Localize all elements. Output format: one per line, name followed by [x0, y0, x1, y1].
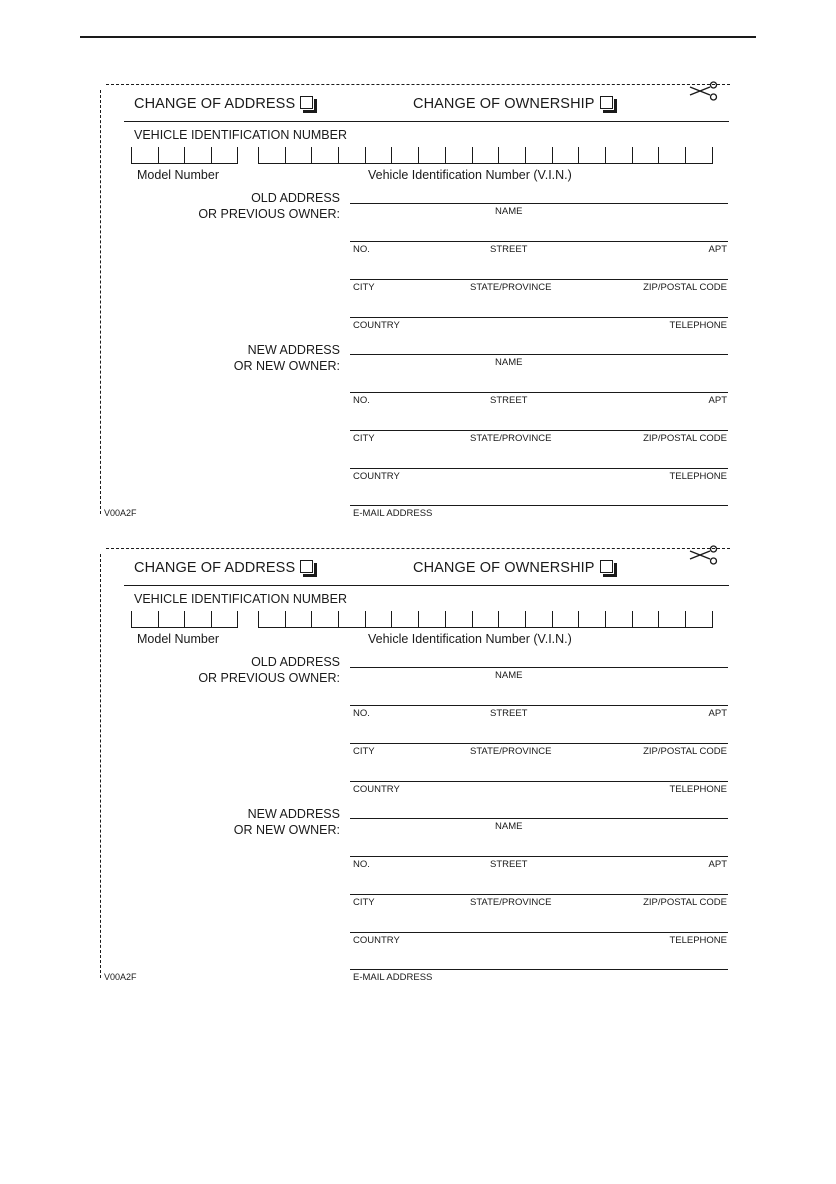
old-address-label-line2: OR PREVIOUS OWNER:	[198, 207, 340, 221]
model-number-box[interactable]	[159, 147, 186, 163]
old-street-line[interactable]	[350, 241, 728, 256]
change-of-ownership-checkbox[interactable]	[600, 96, 613, 109]
email-line[interactable]	[350, 505, 728, 520]
vin-box[interactable]	[446, 147, 473, 163]
new-address-label-line1: NEW ADDRESS	[247, 807, 340, 821]
no-caption: NO.	[353, 859, 370, 870]
vin-box[interactable]	[526, 147, 553, 163]
vin-box[interactable]	[286, 147, 313, 163]
cut-line-top	[106, 548, 730, 549]
vin-box[interactable]	[286, 611, 313, 627]
zip-caption: ZIP/POSTAL CODE	[643, 897, 727, 908]
old-address-label-line2: OR PREVIOUS OWNER:	[198, 671, 340, 685]
email-caption: E-MAIL ADDRESS	[353, 972, 433, 983]
change-of-address-checkbox[interactable]	[300, 560, 313, 573]
model-number-boxes[interactable]	[131, 147, 238, 164]
address-change-card-1	[100, 84, 730, 522]
change-of-address-label: CHANGE OF ADDRESS	[134, 560, 296, 576]
new-address-label	[234, 342, 340, 374]
vin-box[interactable]	[659, 147, 686, 163]
country-caption: COUNTRY	[353, 320, 400, 331]
model-number-box[interactable]	[132, 611, 159, 627]
city-caption: CITY	[353, 282, 375, 293]
vin-section-title: VEHICLE IDENTIFICATION NUMBER	[134, 592, 347, 606]
vin-box[interactable]	[686, 611, 713, 627]
change-of-ownership-checkbox[interactable]	[600, 560, 613, 573]
email-line[interactable]	[350, 969, 728, 984]
vin-box[interactable]	[419, 147, 446, 163]
vin-box[interactable]	[339, 147, 366, 163]
model-number-box[interactable]	[185, 611, 212, 627]
old-street-line[interactable]	[350, 705, 728, 720]
vin-box[interactable]	[633, 147, 660, 163]
vin-caption: Vehicle Identification Number (V.I.N.)	[368, 168, 572, 182]
telephone-caption: TELEPHONE	[669, 935, 727, 946]
vin-box[interactable]	[553, 611, 580, 627]
email-caption: E-MAIL ADDRESS	[353, 508, 433, 519]
cut-line-left	[100, 90, 101, 514]
cut-line-left	[100, 554, 101, 978]
vin-box[interactable]	[259, 147, 286, 163]
vin-box[interactable]	[473, 611, 500, 627]
state-caption: STATE/PROVINCE	[470, 897, 552, 908]
street-caption: STREET	[490, 244, 528, 255]
vin-box[interactable]	[259, 611, 286, 627]
form-code: V00A2F	[104, 508, 137, 518]
apt-caption: APT	[708, 395, 727, 406]
no-caption: NO.	[353, 395, 370, 406]
new-name-line[interactable]	[350, 354, 728, 369]
change-of-ownership-label: CHANGE OF OWNERSHIP	[413, 560, 595, 576]
model-number-boxes[interactable]	[131, 611, 238, 628]
vin-box[interactable]	[312, 611, 339, 627]
old-address-label	[198, 190, 340, 222]
new-address-label-line2: OR NEW OWNER:	[233, 823, 340, 837]
zip-caption: ZIP/POSTAL CODE	[643, 433, 727, 444]
model-number-box[interactable]	[132, 147, 159, 163]
vin-box[interactable]	[499, 611, 526, 627]
telephone-caption: TELEPHONE	[669, 320, 727, 331]
vin-box[interactable]	[579, 611, 606, 627]
zip-caption: ZIP/POSTAL CODE	[643, 282, 727, 293]
vin-box[interactable]	[633, 611, 660, 627]
change-of-ownership-option[interactable]	[413, 96, 613, 112]
header-rule	[124, 585, 729, 586]
vin-box[interactable]	[526, 611, 553, 627]
vin-boxes[interactable]	[258, 611, 713, 628]
vin-box[interactable]	[392, 147, 419, 163]
state-caption: STATE/PROVINCE	[470, 282, 552, 293]
apt-caption: APT	[708, 244, 727, 255]
model-number-caption: Model Number	[137, 632, 219, 646]
vin-box[interactable]	[606, 147, 633, 163]
change-of-address-label: CHANGE OF ADDRESS	[134, 96, 296, 112]
new-country-line[interactable]	[350, 468, 728, 483]
vin-box[interactable]	[686, 147, 713, 163]
old-address-label-line1: OLD ADDRESS	[251, 191, 340, 205]
old-name-line[interactable]	[350, 667, 728, 682]
new-address-label	[234, 806, 340, 838]
change-of-ownership-label: CHANGE OF OWNERSHIP	[413, 96, 595, 112]
old-country-line[interactable]	[350, 781, 728, 796]
vin-caption: Vehicle Identification Number (V.I.N.)	[368, 632, 572, 646]
street-caption: STREET	[490, 708, 528, 719]
model-number-caption: Model Number	[137, 168, 219, 182]
street-caption: STREET	[490, 395, 528, 406]
old-address-label-line1: OLD ADDRESS	[251, 655, 340, 669]
new-street-line[interactable]	[350, 856, 728, 871]
cut-line-top	[106, 84, 730, 85]
no-caption: NO.	[353, 708, 370, 719]
vin-box[interactable]	[446, 611, 473, 627]
apt-caption: APT	[708, 859, 727, 870]
header-rule	[124, 121, 729, 122]
address-change-card-2	[100, 548, 730, 986]
name-caption: NAME	[495, 357, 523, 368]
name-caption: NAME	[495, 821, 523, 832]
model-number-box[interactable]	[185, 147, 212, 163]
form-code: V00A2F	[104, 972, 137, 982]
country-caption: COUNTRY	[353, 935, 400, 946]
city-caption: CITY	[353, 897, 375, 908]
scissors-icon	[688, 544, 720, 568]
page-top-rule	[80, 36, 756, 38]
vin-box[interactable]	[473, 147, 500, 163]
vin-box[interactable]	[366, 147, 393, 163]
vin-box[interactable]	[366, 611, 393, 627]
old-name-line[interactable]	[350, 203, 728, 218]
country-caption: COUNTRY	[353, 471, 400, 482]
old-country-line[interactable]	[350, 317, 728, 332]
vin-box[interactable]	[659, 611, 686, 627]
vin-box[interactable]	[312, 147, 339, 163]
new-street-line[interactable]	[350, 392, 728, 407]
model-number-box[interactable]	[212, 611, 239, 627]
vin-box[interactable]	[419, 611, 446, 627]
model-number-box[interactable]	[212, 147, 239, 163]
vin-box[interactable]	[579, 147, 606, 163]
change-of-ownership-option[interactable]	[413, 560, 613, 576]
change-of-address-checkbox[interactable]	[300, 96, 313, 109]
vin-box[interactable]	[339, 611, 366, 627]
city-caption: CITY	[353, 746, 375, 757]
name-caption: NAME	[495, 670, 523, 681]
name-caption: NAME	[495, 206, 523, 217]
city-caption: CITY	[353, 433, 375, 444]
vin-boxes[interactable]	[258, 147, 713, 164]
new-address-label-line2: OR NEW OWNER:	[233, 359, 340, 373]
scissors-icon	[688, 80, 720, 104]
vin-section-title: VEHICLE IDENTIFICATION NUMBER	[134, 128, 347, 142]
telephone-caption: TELEPHONE	[669, 784, 727, 795]
new-name-line[interactable]	[350, 818, 728, 833]
old-city-line[interactable]	[350, 279, 728, 294]
new-address-label-line1: NEW ADDRESS	[247, 343, 340, 357]
street-caption: STREET	[490, 859, 528, 870]
new-city-line[interactable]	[350, 894, 728, 909]
new-city-line[interactable]	[350, 430, 728, 445]
vin-box[interactable]	[606, 611, 633, 627]
new-country-line[interactable]	[350, 932, 728, 947]
state-caption: STATE/PROVINCE	[470, 746, 552, 757]
old-address-label	[198, 654, 340, 686]
vin-box[interactable]	[392, 611, 419, 627]
vin-box[interactable]	[499, 147, 526, 163]
country-caption: COUNTRY	[353, 784, 400, 795]
state-caption: STATE/PROVINCE	[470, 433, 552, 444]
old-city-line[interactable]	[350, 743, 728, 758]
change-of-address-option[interactable]	[134, 560, 313, 576]
vin-box[interactable]	[553, 147, 580, 163]
change-of-address-option[interactable]	[134, 96, 313, 112]
telephone-caption: TELEPHONE	[669, 471, 727, 482]
apt-caption: APT	[708, 708, 727, 719]
model-number-box[interactable]	[159, 611, 186, 627]
zip-caption: ZIP/POSTAL CODE	[643, 746, 727, 757]
no-caption: NO.	[353, 244, 370, 255]
